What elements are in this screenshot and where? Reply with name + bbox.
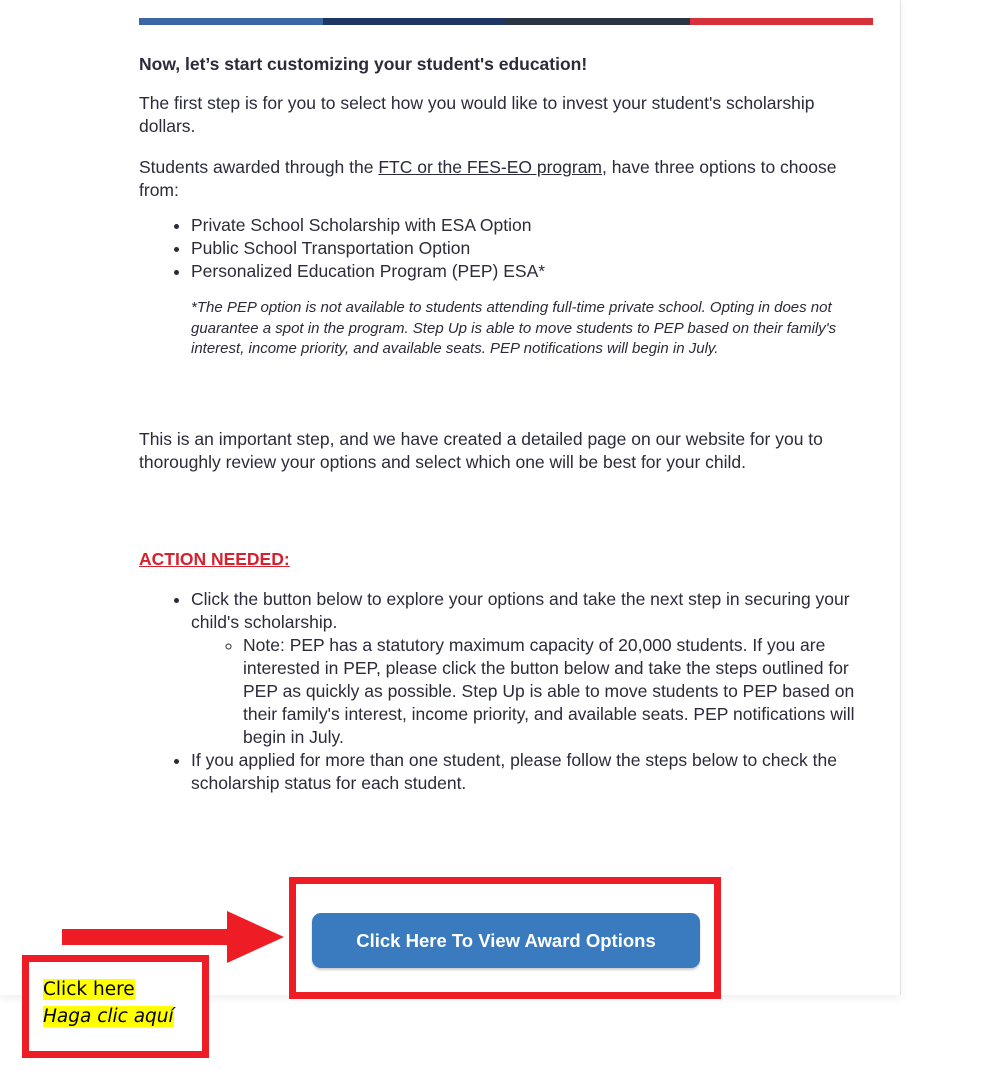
- students-paragraph: [139, 156, 874, 202]
- callout-line-english: Click here: [43, 979, 135, 1000]
- options-list: [139, 214, 874, 283]
- intro-paragraph: The first step is for you to select how you would like to invest your student's scholarship dollars.: [139, 93, 815, 136]
- action-needed-heading: ACTION NEEDED:: [139, 548, 290, 569]
- pep-disclaimer: *The PEP option is not available to students attending full-time private school. Opting in does not guarantee a spot in the program. Step Up is able to move students to PEP based on their family's interest, income priority, and available seats. PEP notifications will begin in July.: [191, 299, 837, 357]
- option-item: • Private School Scholarship with ESA Option: [191, 214, 874, 237]
- email-content: [139, 53, 874, 795]
- program-link[interactable]: FTC or the FES-EO program: [378, 157, 603, 177]
- action-item: [191, 588, 874, 749]
- header-stripe: [139, 18, 873, 25]
- option-item: • Public School Transportation Option: [191, 237, 874, 260]
- action-item-text: Click the button below to explore your options and take the next step in securing your child's scholarship.: [191, 588, 850, 632]
- callout-text: [43, 976, 174, 1030]
- important-step-paragraph: This is an important step, and we have created a detailed page on our website for you to thoroughly review your options and select which one will be best for your child.: [139, 428, 823, 472]
- students-suffix: , have three options to choose from:: [139, 157, 837, 200]
- action-item: • If you applied for more than one student, please follow the steps below to check the scholarship status for each student.: [191, 749, 874, 795]
- stripe-segment-2: [323, 18, 507, 25]
- view-award-options-button[interactable]: Click Here To View Award Options: [312, 913, 700, 968]
- action-list: [139, 588, 874, 795]
- callout-line-spanish: Haga clic aquí: [43, 1006, 174, 1027]
- stripe-segment-4: [690, 18, 874, 25]
- option-item: • Personalized Education Program (PEP) ESA*: [191, 260, 874, 283]
- action-subnote: ◦ Note: PEP has a statutory maximum capacity of 20,000 students. If you are interested in PEP, please click the button below and take the steps outlined for PEP as quickly as possible. Step Up is able to move students to PEP based on their family's interest, income priority, and available seats. PEP notifications will begin in July.: [243, 634, 874, 749]
- stripe-segment-3: [506, 18, 690, 25]
- stripe-segment-1: [139, 18, 323, 25]
- students-prefix: Students awarded through the: [139, 157, 379, 177]
- section-heading: Now, let’s start customizing your student's education!: [139, 54, 588, 74]
- click-here-callout: [22, 955, 209, 1058]
- action-sublist: [191, 634, 874, 749]
